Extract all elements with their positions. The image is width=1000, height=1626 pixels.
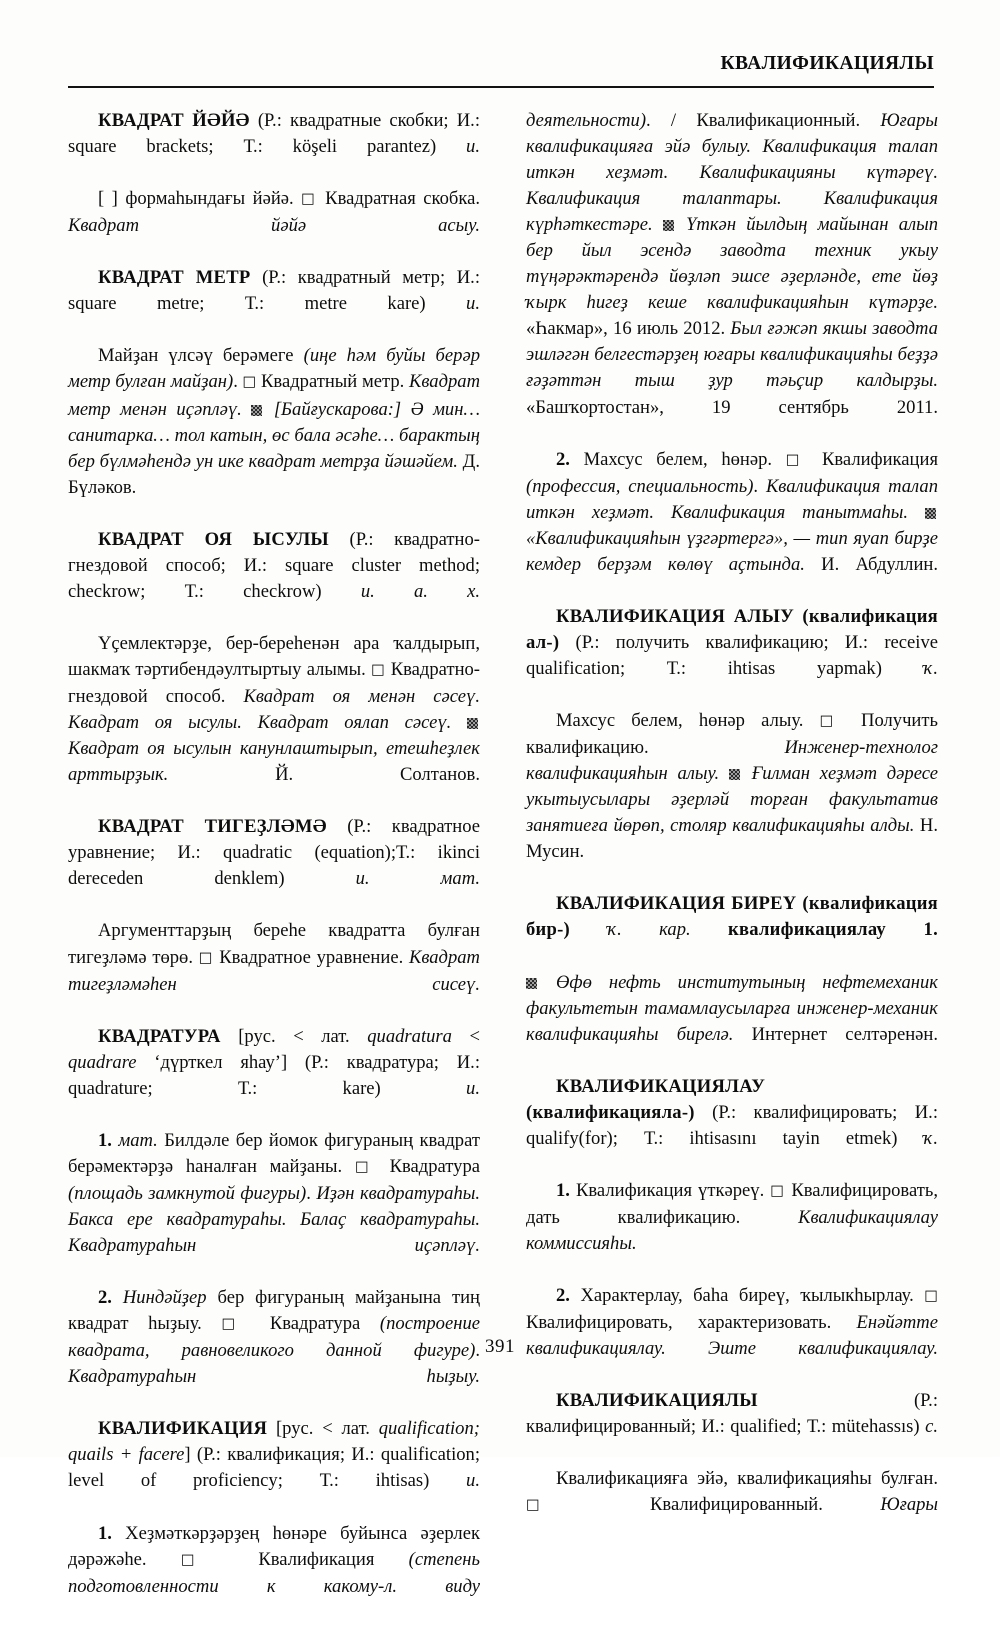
example: Квадрат йәйә асыу. bbox=[68, 215, 480, 237]
russian-equivalent: Квадратная скобка. bbox=[317, 188, 481, 210]
definition: Үҫемлектәрҙе, бер-береһенән ара ҡалдырып, шакмаҡ тәртибендәултыртыу алымы. bbox=[68, 632, 480, 680]
entry-kvadrat-oya-ysuly bbox=[68, 527, 480, 631]
gloss: (Р.: квадратно-гнездовой способ; И.: square cluster method; checkrow; Т.: checkrow) bbox=[68, 528, 480, 602]
headword: КВАДРАТУРА bbox=[98, 1025, 221, 1047]
russian-equivalent: Квалифицированный. bbox=[592, 1494, 881, 1516]
square-marker-icon: □ bbox=[221, 1316, 251, 1333]
gloss: (Р.: квадратный метр; И.: square metre; Т.: metre kare) bbox=[68, 267, 480, 315]
page-header bbox=[68, 52, 934, 92]
russian-equivalent: Квадратура bbox=[250, 1313, 380, 1335]
entry-kvalifikatsiya bbox=[68, 1416, 480, 1520]
headword: КВАДРАТ ОЯ ЫСУЛЫ bbox=[98, 528, 329, 550]
etymology-tail: ] bbox=[184, 1444, 191, 1466]
etymology-latin: quadratura bbox=[367, 1025, 452, 1047]
entry-kvalifikatsiya-bireu bbox=[526, 891, 938, 969]
sense-number: 1. bbox=[556, 1179, 570, 1201]
part-of-speech: ҡ. bbox=[607, 919, 622, 941]
gloss: (Р.: квалифицировать; И.: qualify(for); Т.: ihtisasını tayin etmek) bbox=[526, 1101, 938, 1149]
gloss: (Р.: получить квалификацию; И.: receive qualification; Т.: ihtisas yapmak) bbox=[526, 631, 938, 679]
etymology-open: [рус. < лат. bbox=[238, 1025, 368, 1047]
part-of-speech: ҡ. bbox=[923, 657, 938, 679]
square-marker-icon: □ bbox=[785, 451, 809, 468]
entry-body bbox=[68, 631, 480, 814]
part-of-speech: и. мат. bbox=[355, 868, 480, 890]
part-of-speech: с. bbox=[925, 1416, 938, 1438]
part-of-speech: и. bbox=[466, 1470, 480, 1492]
citation: «Квалификацияһын үҙгәртергә», — тип яуап бирҙе кемдер берҙәм көлөү аҫтында. bbox=[526, 527, 938, 575]
entry-body bbox=[68, 343, 480, 526]
citation-marker-icon bbox=[729, 769, 740, 780]
entry-body bbox=[526, 1466, 938, 1545]
citation-marker-icon bbox=[526, 978, 537, 989]
russian-parenthetical-cont: деятельности) bbox=[526, 110, 647, 131]
citation-source: «Һакмар», 16 июль 2012. bbox=[526, 318, 726, 340]
headword: КВАЛИФИКАЦИЯ БИРЕҮ bbox=[556, 893, 797, 915]
square-marker-icon: □ bbox=[301, 191, 318, 208]
citation-source: Д. Бүләков. bbox=[68, 450, 480, 498]
headword: КВАЛИФИКАЦИЯ bbox=[98, 1418, 268, 1440]
etymology-tail: ‘дүрткел яһау’] bbox=[136, 1051, 288, 1073]
sense-number: 2. bbox=[556, 448, 570, 470]
headword: КВАДРАТ ЙӘЙӘ bbox=[98, 110, 250, 131]
sense-number: 1. bbox=[98, 1522, 112, 1544]
example: Юғары bbox=[880, 1494, 939, 1516]
example: Квадрат оя менән сәсеү. Квадрат оя ысулы. Квадрат оялап сәсеү. bbox=[68, 686, 480, 734]
example: Квалификация талап иткән хеҙмәт. Квалификация танытмаһы. bbox=[526, 475, 938, 523]
etymology-latin: qualification; quails + facere bbox=[68, 1418, 480, 1466]
entry-kvadrat-tigezlama bbox=[68, 814, 480, 918]
citation-marker-icon bbox=[925, 508, 936, 519]
sense-number: 2. bbox=[98, 1287, 112, 1309]
sense-number: 2. bbox=[556, 1285, 570, 1307]
entry-body bbox=[68, 918, 480, 1023]
gloss: (Р.: квадратное уравнение; И.: quadratic (equation);Т.: ikinci dereceden denklem) bbox=[68, 816, 480, 890]
citation-marker-icon bbox=[467, 718, 478, 729]
russian-parenthetical: (построение квадрата, равновеликого данной фигуре) bbox=[68, 1313, 481, 1362]
example: Квалификациялау коммиссияһы. bbox=[526, 1206, 938, 1255]
square-marker-icon: □ bbox=[242, 374, 257, 391]
square-marker-icon: □ bbox=[770, 1182, 786, 1199]
entry-body bbox=[526, 970, 938, 1074]
russian-tail: . bbox=[306, 1182, 317, 1204]
part-of-speech: ҡ. bbox=[923, 1127, 938, 1149]
russian-parenthetical: (площадь замкнутой фигуры) bbox=[68, 1182, 307, 1204]
square-marker-icon: □ bbox=[371, 661, 386, 678]
citation-source: Й. Солтанов. bbox=[275, 764, 480, 786]
entry-kvalifikatsiyaly bbox=[526, 1388, 938, 1466]
example: Енәйәтте квалификациялау. Эште квалификациялау. bbox=[526, 1312, 938, 1360]
square-marker-icon: □ bbox=[924, 1288, 938, 1305]
example: Квадрат тигеҙләмәһен сисеү. bbox=[68, 946, 480, 995]
part-of-speech: и. bbox=[466, 1077, 480, 1099]
russian-equivalent: Квадратный метр. bbox=[256, 371, 409, 393]
example: Квадратураһын һыҙыу. bbox=[68, 1366, 480, 1388]
citation-source: Интернет селтәренән. bbox=[751, 1023, 939, 1045]
entry-kvadrat-yaya bbox=[68, 108, 480, 186]
definition: бер фигураның майҙанына тиң квадрат һыҙыу. bbox=[68, 1287, 480, 1335]
entry-kvalifikatsiya-alyu bbox=[526, 604, 938, 708]
sense-number: 1. bbox=[98, 1129, 112, 1151]
headword-variant: (квалификация ал-) bbox=[526, 605, 938, 653]
russian-equivalent: Квадратура bbox=[376, 1155, 481, 1177]
russian-equivalent: Квалификация bbox=[224, 1548, 409, 1570]
square-marker-icon: □ bbox=[354, 1158, 377, 1175]
citation-source: Н. Мусин. bbox=[526, 815, 938, 863]
entry-body bbox=[526, 708, 938, 891]
russian-parenthetical: (степень подготовленности к какому-л. виду bbox=[68, 1548, 480, 1597]
headword-variant: (квалификация бир-) bbox=[526, 893, 938, 941]
examples: Юғары квалификацияға эйә булыу. Квалификация талап иткән хеҙмәт. Квалификацияны күтәреү. Квалификация талаптары. Квалификация күрһәткестәре. bbox=[526, 110, 938, 236]
headword: КВАЛИФИКАЦИЯЛЫ bbox=[556, 1390, 758, 1412]
page-number: 391 bbox=[485, 1336, 515, 1357]
russian-equivalent: Получить квалификацию. bbox=[526, 710, 938, 759]
russian-equivalent: Квалифицировать, характеризовать. bbox=[526, 1312, 857, 1334]
entry-kvadratura bbox=[68, 1024, 480, 1128]
column-left bbox=[68, 108, 480, 1626]
sense-label: мат. bbox=[118, 1129, 158, 1151]
cross-reference: квалификациялау 1. bbox=[727, 919, 938, 941]
square-marker-icon: □ bbox=[526, 1497, 593, 1514]
gloss: (Р.: квадратные скобки; И.: square brackets; Т.: köşeli parantez) bbox=[68, 110, 481, 158]
definition: Характерлау, баһа биреү, ҡылыкһырлау. bbox=[580, 1285, 925, 1307]
square-marker-icon: □ bbox=[198, 949, 214, 966]
entry-body bbox=[68, 186, 480, 265]
part-of-speech: и. bbox=[466, 136, 480, 158]
entry-kvalifikatsiyalau bbox=[526, 1074, 938, 1178]
example: Иҙән квадратураһы. Бакса ере квадратураһы. Балаҫ квадратураһы. Квадратураһын иҫәпләү. bbox=[68, 1182, 480, 1257]
citation-marker-icon bbox=[251, 405, 262, 416]
example: Инженер-технолог квалификацияһын алыу. bbox=[526, 737, 938, 785]
russian-equivalent: Квалифицировать, дать квалификацию. bbox=[526, 1179, 938, 1228]
part-of-speech: и. а. х. bbox=[360, 580, 481, 602]
sense-1 bbox=[526, 1178, 938, 1283]
russian-tail: . bbox=[753, 475, 766, 497]
definition: Майҙан үлсәү берәмеге bbox=[98, 345, 304, 367]
square-marker-icon: □ bbox=[819, 713, 845, 730]
headword: КВАДРАТ ТИГЕҘЛӘМӘ bbox=[98, 816, 327, 838]
etymology-open: [рус. < лат. bbox=[275, 1418, 379, 1440]
definition: Билдәле бер йомок фигураның квадрат берәмектәрҙә һаналған майҙаны. bbox=[68, 1129, 480, 1177]
definition: Хеҙмәткәрҙәрҙең һөнәре буйынса әҙерлек дәрәжәһе. bbox=[68, 1522, 480, 1570]
gloss: (Р.: квадратура; И.: quadrature; Т.: kare) bbox=[68, 1051, 480, 1099]
example: Квадрат метр менән иҫәпләү. bbox=[68, 371, 481, 420]
definition-italic: (иңе һәм буйы берәр метр булған майҙан) bbox=[68, 345, 480, 393]
square-marker-icon: □ bbox=[180, 1551, 225, 1568]
citation: Был ғәжәп якшы заводта эшләгән белгестәрҙең юғары квалификацияһы беҙҙә ғәҙәттән тыш ҙур тәьҫир калдырҙы. bbox=[526, 318, 938, 392]
citation: [Байғускарова:] Ә мин… санитарка… тол катын, өс бала әсәһе… барактың бер бүлмәһендә ун ике квадрат метрҙа йәшәйем. bbox=[68, 398, 480, 472]
russian-parenthetical: (профессия, специальность) bbox=[526, 475, 754, 497]
gloss: (Р.: квалифицированный; И.: qualified; Т.: mütehassıs) bbox=[526, 1390, 938, 1438]
definition: Квалификация үткәреү. bbox=[575, 1179, 771, 1201]
entry-kvadrat-metr bbox=[68, 265, 480, 343]
definition-italic: Ниндәйҙер bbox=[122, 1287, 207, 1309]
russian-equivalent: Квадратное уравнение. bbox=[213, 946, 409, 968]
russian-equivalent: Квалификация bbox=[808, 448, 939, 470]
headword: КВАЛИФИКАЦИЯЛАУ bbox=[556, 1075, 766, 1097]
definition: Квалификацияға эйә, квалификацияһы булған. bbox=[556, 1468, 938, 1490]
citation: Үткән йылдың майынан алып бер йыл эсендә заводта техник укыу түңәрәктәрендә йөҙләп эшсе әҙерләнде, ете йөҙ ҡырк һигеҙ кеше квалификацияһын күтәрҙе. bbox=[526, 214, 938, 314]
running-head: КВАЛИФИКАЦИЯЛЫ bbox=[720, 53, 934, 74]
part-of-speech: и. bbox=[466, 293, 480, 315]
continuation-text: . / Квалификационный. bbox=[646, 110, 881, 131]
entry-continuation bbox=[526, 108, 938, 447]
citation: Өфө нефть институтының нефтемеханик факультетын тамамлаусыларға инженер-механик квалификацияһы бирелә. bbox=[526, 971, 938, 1045]
russian-tail: . bbox=[475, 1340, 480, 1362]
citation: Ғилман хеҙмәт дәресе укытыусылары әҙерләй торған факультатив занятиеға йөрөп, столяр квалификацияһы алды. bbox=[526, 763, 939, 837]
headword: КВАЛИФИКАЦИЯ АЛЫУ bbox=[556, 605, 794, 627]
russian-equivalent: Квадратно-гнездовой способ. bbox=[68, 658, 481, 708]
headword: КВАДРАТ МЕТР bbox=[98, 267, 251, 289]
definition-tail: . bbox=[233, 371, 243, 393]
column-right bbox=[526, 108, 938, 1546]
headword-variant: (квалификацияла-) bbox=[526, 1101, 695, 1123]
citation: Квадрат оя ысулын канунлаштырып, етешһеҙлек арттырҙык. bbox=[68, 738, 480, 786]
definition: [ ] формаһындағы йәйә. bbox=[98, 188, 302, 210]
definition: Аргументтарҙың береһе квадратта булған тигеҙләмә төрө. bbox=[68, 920, 480, 968]
header-rule bbox=[68, 86, 934, 88]
xref-label: кар. bbox=[659, 919, 691, 941]
citation-source: И. Абдуллин. bbox=[821, 553, 938, 575]
definition: Махсус белем, һөнәр алыу. bbox=[556, 710, 820, 732]
citation-source: «Башҡортостан», 19 сентябрь 2011. bbox=[526, 396, 938, 418]
citation-marker-icon bbox=[663, 220, 674, 231]
gloss: (Р.: квалификация; И.: qualification; level of proficiency; Т.: ihtisas) bbox=[68, 1444, 480, 1492]
sense-2 bbox=[526, 447, 938, 604]
sense-1 bbox=[68, 1521, 480, 1626]
etymology-latin-2: quadrare bbox=[68, 1051, 137, 1073]
sense-1 bbox=[68, 1128, 480, 1285]
etymology-mid: < bbox=[451, 1025, 480, 1047]
definition: Махсус белем, һөнәр. bbox=[583, 448, 786, 470]
